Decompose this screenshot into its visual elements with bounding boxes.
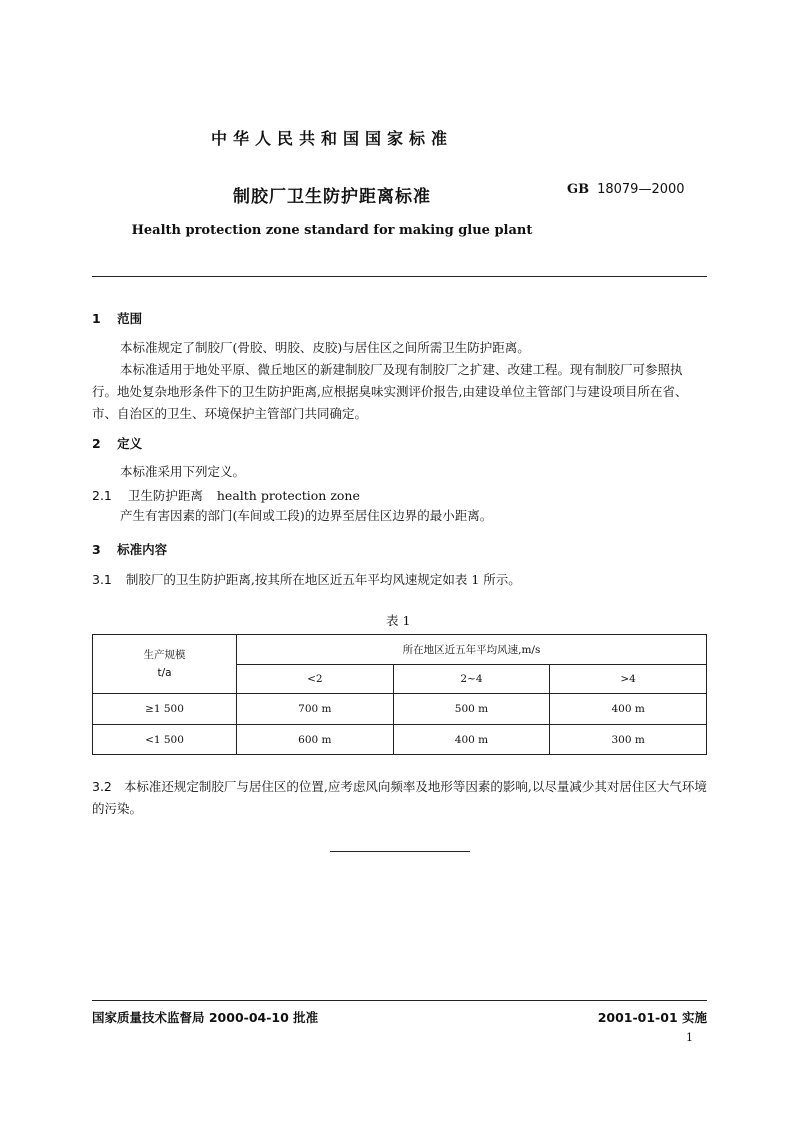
document-title: 制胶厂卫生防护距离标准 [233, 187, 431, 207]
section-2-heading [92, 434, 142, 452]
clause-number: 3.1 [92, 572, 112, 587]
section-number: 1 [92, 311, 101, 326]
approval-text: 国家质量技术监督局 2000-04-10 批准 [92, 1010, 319, 1025]
column-header: <2 [237, 665, 394, 694]
column-header: 2~4 [393, 665, 550, 694]
gb-prefix: GB [567, 182, 590, 197]
section-number: 2 [92, 436, 101, 451]
clause-3-1 [92, 570, 521, 588]
term-cn: 卫生防护距离 [127, 488, 203, 503]
section-1-paragraph-1: 本标准规定了制胶厂(骨胶、明胶、皮胶)与居住区之间所需卫生防护距离。 [120, 340, 530, 355]
row-header-cell [93, 635, 237, 694]
section-2-paragraph: 本标准采用下列定义。 [120, 464, 246, 479]
footer-divider [92, 1000, 707, 1001]
table-caption: 表 1 [386, 613, 411, 628]
implementation-date: 2001-01-01 实施 [597, 1010, 707, 1025]
standard-number [567, 182, 685, 197]
group-header-cell: 所在地区近五年平均风速,m/s [237, 635, 707, 665]
section-number: 3 [92, 542, 101, 557]
clause-number: 3.2 [92, 779, 112, 794]
section-1-heading [92, 309, 142, 327]
gb-number: 18079—2000 [597, 182, 685, 197]
clause-3-2 [92, 776, 707, 820]
distance-table [92, 634, 707, 755]
clause-text: 制胶厂的卫生防护距离,按其所在地区近五年平均风速规定如表 1 所示。 [125, 572, 521, 587]
scale-cell: <1 500 [93, 725, 237, 755]
value-cell: 700 m [237, 694, 394, 725]
value-cell: 300 m [550, 725, 707, 755]
section-title: 范围 [117, 311, 143, 326]
table-row [93, 694, 707, 725]
term-en: health protection zone [216, 488, 360, 503]
section-title: 标准内容 [117, 542, 168, 557]
clause-text: 本标准还规定制胶厂与居住区的位置,应考虑风向频率及地形等因素的影响,以尽量减少其对居住区大气环境的污染。 [92, 779, 707, 816]
section-1-paragraph-2: 本标准适用于地处平原、微丘地区的新建制胶厂及现有制胶厂之扩建、改建工程。现有制胶厂可参照执行。地处复杂地形条件下的卫生防护距离,应根据臭味实测评价报告,由建设单位主管部门与建设项目所在省、市、自治区的卫生、环境保护主管部门共同确定。 [92, 362, 688, 421]
section-title: 定义 [117, 436, 143, 451]
value-cell: 600 m [237, 725, 394, 755]
page-number: 1 [686, 1031, 693, 1044]
definition-text: 产生有害因素的部门(车间或工段)的边界至居住区边界的最小距离。 [120, 508, 493, 523]
national-standard-heading: 中华人民共和国国家标准 [210, 129, 453, 148]
column-header: >4 [550, 665, 707, 694]
value-cell: 400 m [550, 694, 707, 725]
value-cell: 500 m [393, 694, 550, 725]
header-divider [92, 276, 707, 277]
row-header-line-1: 生产规模 [143, 649, 186, 661]
definition-2-1 [92, 486, 360, 504]
value-cell: 400 m [393, 725, 550, 755]
english-title: Health protection zone standard for making glue plant [131, 223, 533, 238]
table-row [93, 725, 707, 755]
end-rule [330, 851, 470, 852]
clause-number: 2.1 [92, 488, 112, 503]
section-3-heading [92, 540, 167, 558]
scale-cell: ≥1 500 [93, 694, 237, 725]
row-header-line-2: t/a [157, 667, 172, 679]
